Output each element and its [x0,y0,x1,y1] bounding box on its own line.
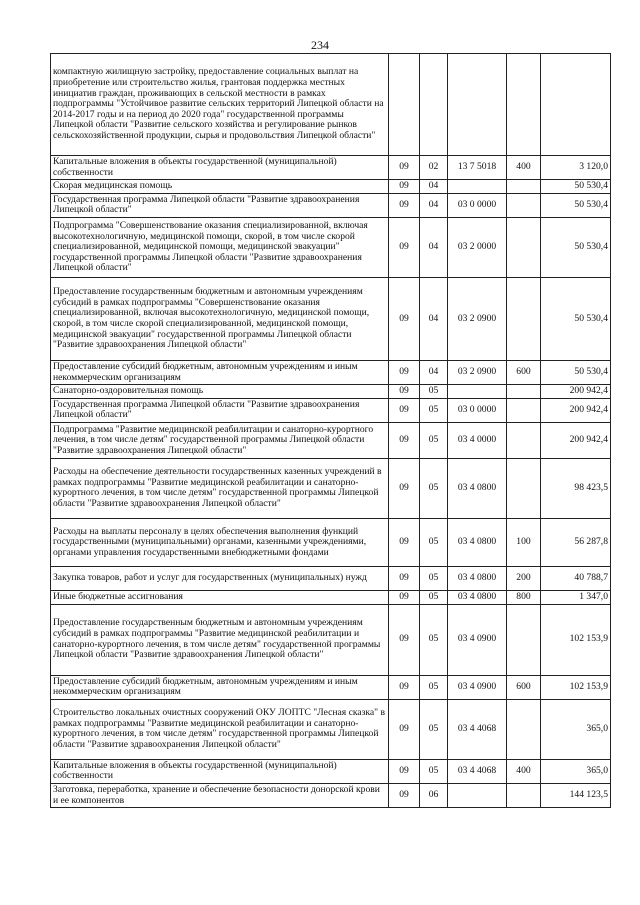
cell-subsection: 05 [420,398,448,422]
cell-section: 09 [389,277,420,360]
cell-subsection: 05 [420,518,448,566]
cell-subsection: 05 [420,699,448,759]
cell-expense-type: 600 [507,360,541,384]
table-row [51,759,611,783]
cell-expense-type [507,385,541,399]
cell-amount: 1 347,0 [541,590,611,604]
cell-expense-type: 400 [507,759,541,783]
cell-expense-type [507,180,541,194]
cell-target-article [448,180,507,194]
cell-description: Предоставление субсидий бюджетным, автономным учреждениям и иным некоммерческим организациям [51,360,389,384]
cell-section: 09 [389,458,420,518]
cell-target-article: 03 2 0900 [448,277,507,360]
cell-expense-type [507,604,541,675]
cell-subsection: 04 [420,277,448,360]
cell-section: 09 [389,518,420,566]
cell-expense-type [507,783,541,807]
cell-target-article: 03 2 0000 [448,217,507,277]
cell-amount: 50 530,4 [541,193,611,217]
cell-target-article: 03 4 0800 [448,590,507,604]
cell-target-article: 03 4 0900 [448,604,507,675]
cell-target-article: 03 4 4068 [448,759,507,783]
cell-subsection: 04 [420,193,448,217]
cell-amount: 102 153,9 [541,604,611,675]
table-row [51,604,611,675]
table-row [51,180,611,194]
cell-description: компактную жилищную застройку, предоставление социальных выплат на приобретение или строительство жилья, грантовая поддержка местных инициатив граждан, проживающих в сельской местности в рамках подпрограммы "Устойчивое развитие сельских территорий Липецкой области на 2014-2017 годы и на период до 2020 года" государственной программы Липецкой области "Развитие сельского хозяйства и регулирование рынков сельскохозяйственной продукции, сырья и продовольствия Липецкой области" [51,54,389,156]
cell-subsection: 05 [420,675,448,699]
cell-section: 09 [389,180,420,194]
cell-section: 09 [389,422,420,458]
cell-description: Заготовка, переработка, хранение и обеспечение безопасности донорской крови и ее компонентов [51,783,389,807]
cell-target-article: 03 0 0000 [448,193,507,217]
cell-expense-type: 200 [507,566,541,590]
table-row [51,566,611,590]
cell-description: Иные бюджетные ассигнования [51,590,389,604]
cell-section: 09 [389,590,420,604]
cell-target-article [448,54,507,156]
table-row [51,398,611,422]
cell-amount: 102 153,9 [541,675,611,699]
cell-section: 09 [389,398,420,422]
cell-target-article: 03 4 0800 [448,518,507,566]
cell-target-article: 03 2 0900 [448,360,507,384]
table-row [51,193,611,217]
cell-target-article: 03 4 0000 [448,422,507,458]
cell-expense-type [507,217,541,277]
cell-amount: 365,0 [541,699,611,759]
page-number: 234 [311,38,329,52]
budget-table [50,53,611,808]
table-row [51,385,611,399]
cell-amount: 200 942,4 [541,422,611,458]
cell-section: 09 [389,604,420,675]
cell-description: Государственная программа Липецкой области "Развитие здравоохранения Липецкой области" [51,193,389,217]
table-row [51,422,611,458]
cell-amount: 50 530,4 [541,217,611,277]
cell-target-article [448,783,507,807]
cell-description: Скорая медицинская помощь [51,180,389,194]
cell-section: 09 [389,217,420,277]
cell-subsection [420,54,448,156]
cell-amount: 200 942,4 [541,385,611,399]
cell-description: Санаторно-оздоровительная помощь [51,385,389,399]
cell-subsection: 05 [420,566,448,590]
table-row [51,54,611,156]
cell-section: 09 [389,675,420,699]
table-row [51,675,611,699]
cell-expense-type [507,398,541,422]
cell-target-article: 03 0 0000 [448,398,507,422]
table-row [51,590,611,604]
table-row [51,277,611,360]
cell-description: Подпрограмма "Развитие медицинской реабилитации и санаторно-курортного лечения, в том числе детям" государственной программы Липецкой области "Развитие здравоохранения Липецкой области" [51,422,389,458]
table-row [51,783,611,807]
cell-amount: 40 788,7 [541,566,611,590]
cell-expense-type: 600 [507,675,541,699]
cell-target-article: 13 7 5018 [448,156,507,180]
cell-target-article: 03 4 4068 [448,699,507,759]
cell-description: Подпрограмма "Совершенствование оказания специализированной, включая высокотехнологичную, медицинской помощи, скорой, в том числе скорой специализированной, медицинской помощи, медицинской эвакуации" государственной программы Липецкой области "Развитие здравоохранения Липецкой области" [51,217,389,277]
cell-subsection: 05 [420,590,448,604]
cell-amount [541,54,611,156]
cell-description: Капитальные вложения в объекты государственной (муниципальной) собственности [51,156,389,180]
cell-description: Предоставление субсидий бюджетным, автономным учреждениям и иным некоммерческим организациям [51,675,389,699]
cell-target-article: 03 4 0800 [448,458,507,518]
table-row [51,217,611,277]
cell-expense-type: 800 [507,590,541,604]
cell-expense-type [507,458,541,518]
cell-expense-type: 100 [507,518,541,566]
cell-expense-type [507,699,541,759]
table-row [51,518,611,566]
cell-expense-type [507,54,541,156]
cell-section [389,54,420,156]
cell-subsection: 06 [420,783,448,807]
cell-description: Строительство локальных очистных сооружений ОКУ ЛОПТС "Лесная сказка" в рамках подпрограммы "Развитие медицинской реабилитации и санаторно-курортного лечения, в том числе детям" государственной программы Липецкой области "Развитие здравоохранения Липецкой области" [51,699,389,759]
cell-section: 09 [389,385,420,399]
cell-amount: 50 530,4 [541,360,611,384]
cell-description: Государственная программа Липецкой области "Развитие здравоохранения Липецкой области" [51,398,389,422]
cell-subsection: 05 [420,385,448,399]
cell-subsection: 05 [420,422,448,458]
budget-table-body [51,54,611,808]
cell-section: 09 [389,759,420,783]
cell-description: Расходы на обеспечение деятельности государственных казенных учреждений в рамках подпрограммы "Развитие медицинской реабилитации и санаторно-курортного лечения, в том числе детям" государственной программы Липецкой области "Развитие здравоохранения Липецкой области" [51,458,389,518]
cell-amount: 365,0 [541,759,611,783]
cell-expense-type [507,422,541,458]
cell-amount: 50 530,4 [541,180,611,194]
cell-subsection: 05 [420,759,448,783]
table-row [51,360,611,384]
cell-expense-type [507,277,541,360]
cell-section: 09 [389,156,420,180]
cell-section: 09 [389,360,420,384]
table-row [51,699,611,759]
table-row [51,156,611,180]
cell-description: Капитальные вложения в объекты государственной (муниципальной) собственности [51,759,389,783]
cell-subsection: 04 [420,180,448,194]
cell-subsection: 05 [420,458,448,518]
table-row [51,458,611,518]
cell-subsection: 04 [420,217,448,277]
cell-target-article: 03 4 0800 [448,566,507,590]
cell-amount: 50 530,4 [541,277,611,360]
cell-description: Предоставление государственным бюджетным и автономным учреждениям субсидий в рамках подпрограммы "Развитие медицинской реабилитации и санаторно-курортного лечения, в том числе детям" государственной программы Липецкой области "Развитие здравоохранения Липецкой области" [51,604,389,675]
cell-amount: 144 123,5 [541,783,611,807]
cell-amount: 200 942,4 [541,398,611,422]
cell-section: 09 [389,193,420,217]
cell-amount: 3 120,0 [541,156,611,180]
cell-expense-type: 400 [507,156,541,180]
cell-expense-type [507,193,541,217]
cell-subsection: 02 [420,156,448,180]
cell-amount: 98 423,5 [541,458,611,518]
cell-target-article [448,385,507,399]
cell-amount: 56 287,8 [541,518,611,566]
cell-description: Предоставление государственным бюджетным и автономным учреждениям субсидий в рамках подпрограммы "Совершенствование оказания специализированной, включая высокотехнологичную, медицинской помощи, скорой, в том числе скорой специализированной, медицинской помощи, медицинской эвакуации" государственной программы Липецкой области "Развитие здравоохранения Липецкой области" [51,277,389,360]
cell-description: Закупка товаров, работ и услуг для государственных (муниципальных) нужд [51,566,389,590]
cell-subsection: 05 [420,604,448,675]
cell-section: 09 [389,566,420,590]
cell-target-article: 03 4 0900 [448,675,507,699]
cell-subsection: 04 [420,360,448,384]
cell-description: Расходы на выплаты персоналу в целях обеспечения выполнения функций государственными (муниципальными) органами, казенными учреждениями, органами управления государственными внебюджетными фондами [51,518,389,566]
cell-section: 09 [389,699,420,759]
cell-section: 09 [389,783,420,807]
